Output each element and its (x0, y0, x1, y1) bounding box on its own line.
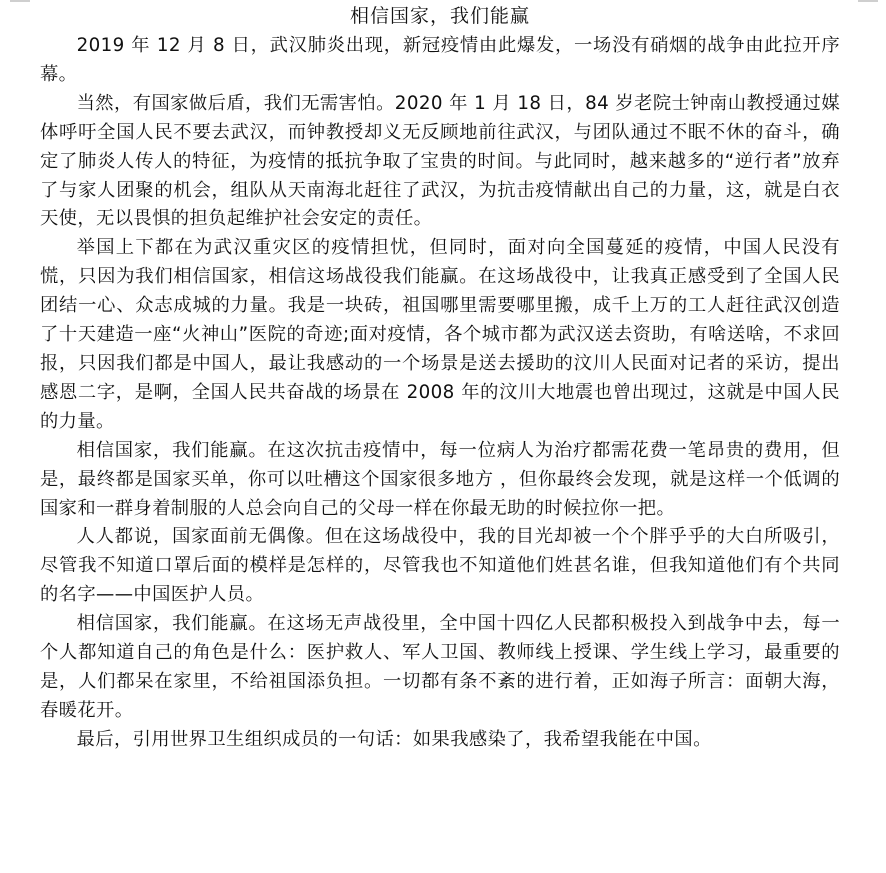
document-title: 相信国家，我们能赢 (349, 5, 530, 27)
paragraph-7: 最后，引用世界卫生组织成员的一句话：如果我感染了，我希望我能在中国。 (76, 728, 712, 750)
paragraph-1: 2019 年 12 月 8 日，武汉肺炎出现，新冠疫情由此爆发，一场没有硝烟的战争由此拉开序幕。 (40, 35, 840, 85)
paragraph-2: 当然，有国家做后盾，我们无需害怕。2020 年 1 月 18 日，84 岁老院士钟南山教授通过媒体呼吁全国人民不要去武汉，而钟教授却义无反顾地前往武汉，与团队通过不眠不休的奋斗，确定了肺炎人传人的特征，为疫情的抵抗争取了宝贵的时间。与此同时，越来越多的“逆行者”放弃了与家人团聚的机会，组队从天南海北赶往了武汉，为抗击疫情献出自己的力量，这，就是白衣天使，无以畏惧的担负起维护社会安定的责任。 (40, 92, 840, 230)
paragraph-4: 相信国家，我们能赢。在这次抗击疫情中，每一位病人为治疗都需花费一笔昂贵的费用，但是，最终都是国家买单，你可以吐槽这个国家很多地方 ，但你最终会发现，就是这样一个低调的国家和一群身着制服的人总会向自己的父母一样在你最无助的时候拉你一把。 (40, 439, 840, 519)
paragraph-6: 相信国家，我们能赢。在这场无声战役里，全中国十四亿人民都积极投入到战争中去，每一个人都知道自己的角色是什么：医护救人、军人卫国、教师线上授课、学生线上学习，最重要的是，人们都呆在家里，不给祖国添负担。一切都有条不紊的进行着，正如海子所言：面朝大海，春暖花开。 (40, 613, 840, 721)
document-body (40, 0, 840, 755)
paragraph-3: 举国上下都在为武汉重灾区的疫情担忧，但同时，面对向全国蔓延的疫情，中国人民没有慌，只因为我们相信国家，相信这场战役我们能赢。在这场战役中，让我真正感受到了全国人民团结一心、众志成城的力量。我是一块砖，祖国哪里需要哪里搬，成千上万的工人赶往武汉创造了十天建造一座“火神山”医院的奇迹;面对疫情，各个城市都为武汉送去资助，有啥送啥，不求回报，只因我们都是中国人，最让我感动的一个场景是送去援助的汶川人民面对记者的采访，提出感恩二字，是啊，全国人民共奋战的场景在 2008 年的汶川大地震也曾出现过，这就是中国人民的力量。 (40, 237, 840, 432)
paragraph-5: 人人都说，国家面前无偶像。但在这场战役中，我的目光却被一个个胖乎乎的大白所吸引，尽管我不知道口罩后面的模样是怎样的，尽管我也不知道他们姓甚名谁，但我知道他们有个共同的名字——中国医护人员。 (40, 526, 840, 606)
top-right-edge-mark (858, 0, 878, 2)
top-left-edge-mark (10, 0, 30, 2)
